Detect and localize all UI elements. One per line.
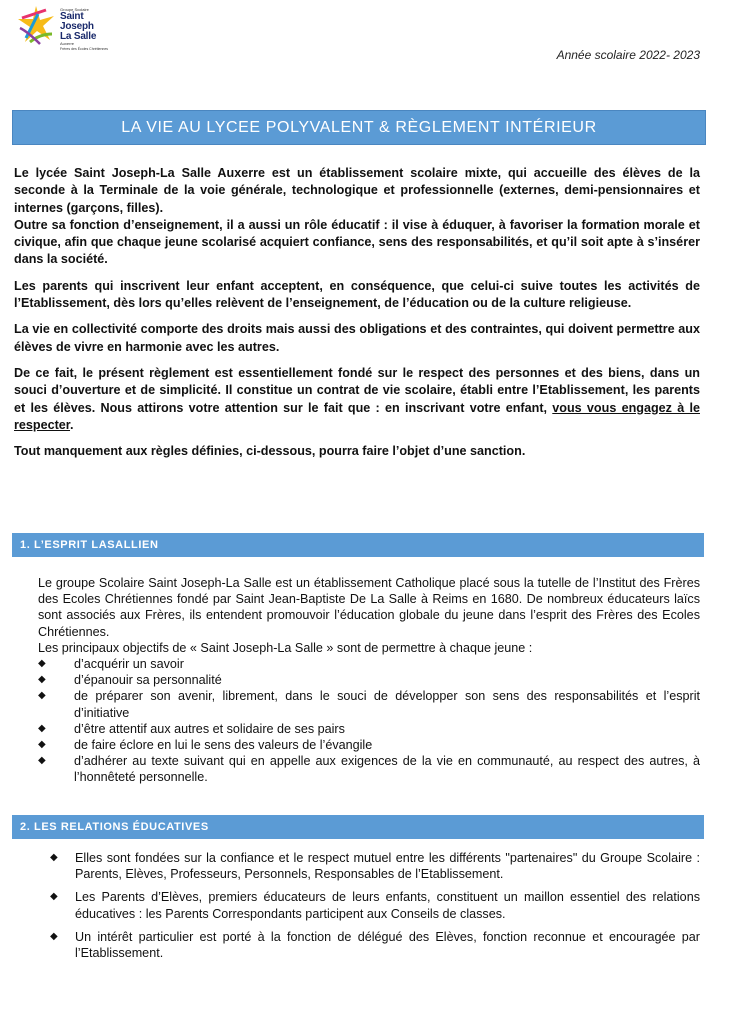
school-year: Année scolaire 2022- 2023 xyxy=(556,48,700,62)
logo-line-2a: Saint Joseph xyxy=(60,11,94,32)
section-1-body xyxy=(38,575,700,786)
intro-paragraph-1: Le lycée Saint Joseph-La Salle Auxerre est un établissement scolaire mixte, qui accueille des élèves de la seconde à la Terminale de la voie générale, technologique et professionnelle (externes, demi-pensionnaires et internes (garçons, filles). xyxy=(14,166,700,215)
section-1-bullet-list xyxy=(38,656,700,786)
section-2-header xyxy=(12,815,704,839)
intro-paragraph-3: Les parents qui inscrivent leur enfant acceptent, en conséquence, que celui-ci suive toutes les activités de l’Etablissement, dès lors qu’elles relèvent de l’enseignement, de l’éducation ou de la culture religieuse. xyxy=(14,278,700,311)
diamond-bullet-icon: ◆ xyxy=(50,891,58,903)
list-item: ◆ de préparer son avenir, librement, dans le souci de développer son sens des responsabilités et l’esprit d’initiative xyxy=(38,689,700,720)
logo-line-4: Frères des Écoles Chrétiennes xyxy=(60,47,109,51)
star-logo-icon xyxy=(16,4,60,50)
diamond-bullet-icon: ◆ xyxy=(38,755,46,767)
intro-p5-start: De ce fait, le présent règlement est essentiellement fondé sur le respect des personnes et des biens, dans un souci d’ouverture et de simplicité. Il constitue un contrat de vie scolaire, établi entre l’Etablissement, les parents et les élèves. Nous attirons votre attention sur le fait que : en inscrivant votre enfant, xyxy=(14,365,700,415)
diamond-bullet-icon: ◆ xyxy=(50,930,58,942)
section-2-body xyxy=(50,850,700,968)
section-1-objectives-intro: Les principaux objectifs de « Saint Joseph-La Salle » sont de permettre à chaque jeune : xyxy=(38,640,533,655)
diamond-bullet-icon: ◆ xyxy=(50,852,58,863)
intro-p5-end: . xyxy=(70,417,74,432)
list-item: ◆ d’acquérir un savoir xyxy=(38,657,184,672)
logo-line-3: Auxerre xyxy=(60,41,75,46)
list-item: ◆ Un intérêt particulier est porté à la fonction de délégué des Elèves, fonction reconnue et encouragée par l’Etablissement. xyxy=(50,929,700,961)
list-item: ◆ d’épanouir sa personnalité xyxy=(38,673,222,688)
intro-paragraph-2: Outre sa fonction d’enseignement, il a aussi un rôle éducatif : il vise à éduquer, à favoriser la formation morale et civique, afin que chaque jeune scolarisé acquiert confiance, sens des responsabilités, et qu’il soit apte à s’insérer dans la société. xyxy=(14,217,700,267)
section-1-title: 1. L’ESPRIT LASALLIEN xyxy=(20,539,159,551)
diamond-bullet-icon: ◆ xyxy=(38,674,46,686)
section-2-bullet-list xyxy=(50,850,700,961)
intro-p5-underlined: vous vous engagez à le respecter xyxy=(14,400,700,432)
list-item: ◆ d’adhérer au texte suivant qui en appelle aux exigences de la vie en communauté, au respect des autres, à l’honnêteté personnelle. xyxy=(38,754,700,785)
list-item: ◆ de faire éclore en lui le sens des valeurs de l’évangile xyxy=(38,738,373,753)
list-item: ◆ d’être attentif aux autres et solidaire de ses pairs xyxy=(38,721,345,736)
diamond-bullet-icon: ◆ xyxy=(38,658,46,670)
diamond-bullet-icon: ◆ xyxy=(38,722,46,734)
intro-section xyxy=(14,165,700,469)
school-logo xyxy=(16,4,116,50)
intro-paragraph-5 xyxy=(14,365,700,434)
title-banner xyxy=(12,110,706,145)
list-item: ◆ Elles sont fondées sur la confiance et le respect mutuel entre les différents "partenaires" du Groupe Scolaire : Parents, Elèves, Professeurs, Personnels, Responsables de l’Etablissement. xyxy=(50,851,700,882)
section-1-paragraph: Le groupe Scolaire Saint Joseph-La Salle est un établissement Catholique placé sous la tutelle de l’Institut des Frères des Ecoles Chrétiennes fondé par Saint Jean-Baptiste De La Salle à Reims en 1680. De nombreux éducateurs laïcs sont associés aux Frères, ils entendent promouvoir l’éducation globale du jeune dans l’esprit des Frères des Ecoles Chrétiennes. xyxy=(38,576,700,639)
diamond-bullet-icon: ◆ xyxy=(38,739,46,751)
intro-paragraph-6: Tout manquement aux règles définies, ci-dessous, pourra faire l’objet d’une sanction. xyxy=(14,444,526,459)
section-2-title: 2. LES RELATIONS ÉDUCATIVES xyxy=(20,821,209,833)
diamond-bullet-icon: ◆ xyxy=(38,690,46,702)
page-title: LA VIE AU LYCEE POLYVALENT & RÈGLEMENT INTÉRIEUR xyxy=(121,118,597,136)
logo-line-1: Groupe Scolaire xyxy=(60,7,89,12)
list-item: ◆ Les Parents d’Elèves, premiers éducateurs de leurs enfants, constituent un maillon essentiel des relations éducatives : les Parents Correspondants participent aux Conseils de classes. xyxy=(50,890,700,921)
intro-paragraph-4: La vie en collectivité comporte des droits mais aussi des obligations et des contraintes, qui doivent permettre aux élèves de vivre en harmonie avec les autres. xyxy=(14,322,700,354)
logo-line-2b: La Salle xyxy=(60,31,97,42)
section-1-header xyxy=(12,533,704,557)
